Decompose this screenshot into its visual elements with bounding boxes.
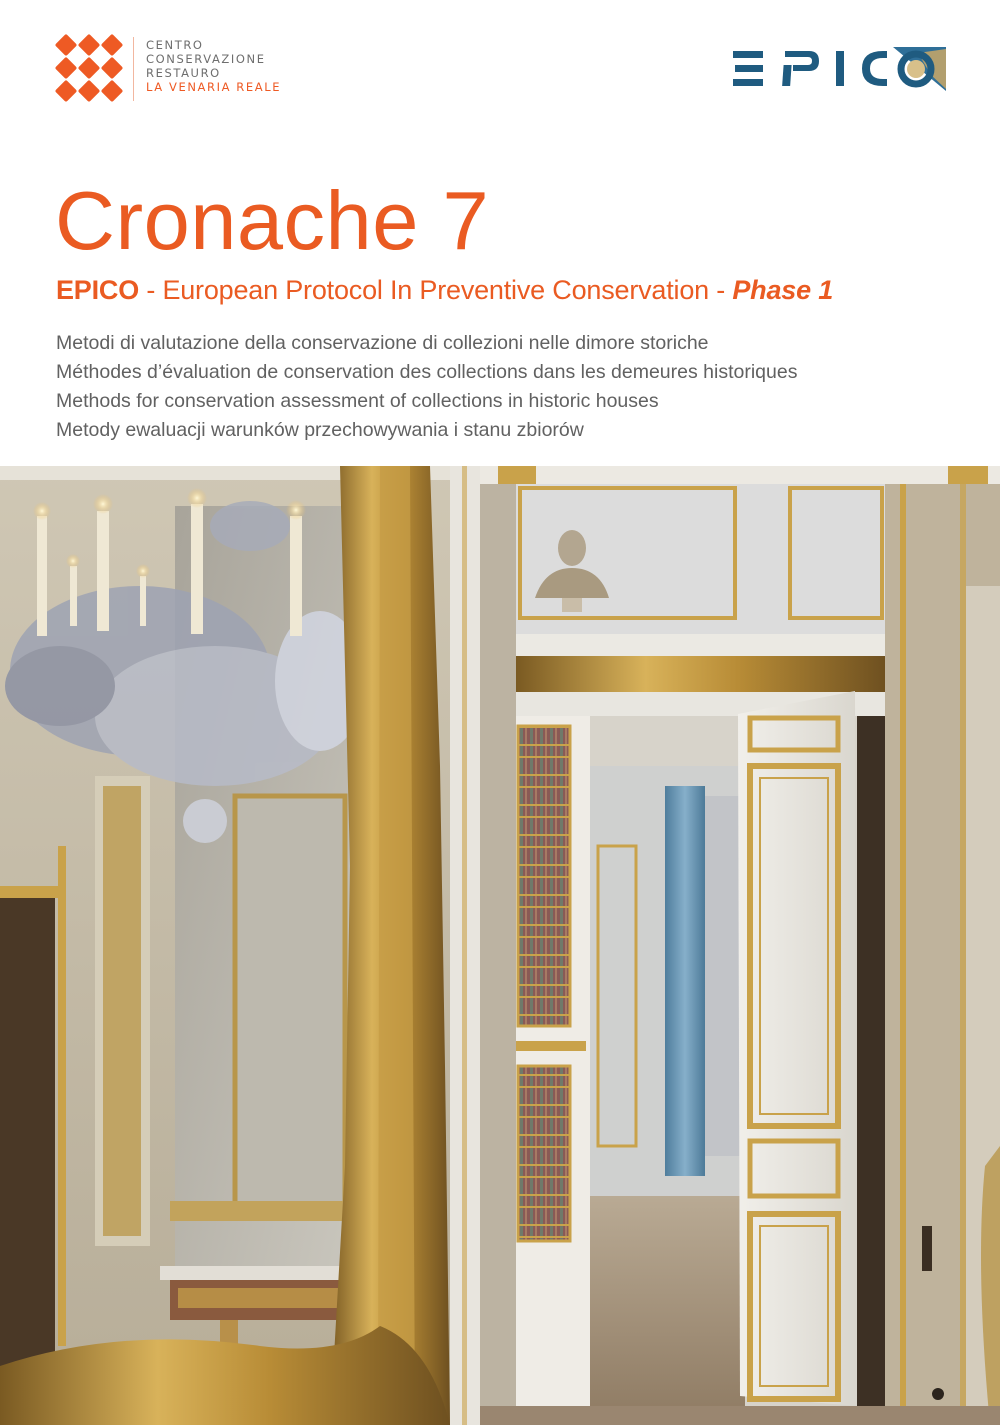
subtitle-acronym: EPICO <box>56 275 140 305</box>
subtitle-phase: Phase 1 <box>732 275 834 305</box>
ccr-line-2: CONSERVAZIONE <box>146 52 266 66</box>
ccr-line-1: CENTRO <box>146 38 204 52</box>
subtitle-full-name: European Protocol In Preventive Conservation <box>162 275 709 305</box>
palace-interior-image <box>0 466 1000 1425</box>
ccr-logo-text <box>146 34 281 94</box>
logo-divider <box>133 37 134 101</box>
description-italian: Metodi di valutazione della conservazione di collezioni nelle dimore storiche <box>56 332 709 354</box>
ccr-line-accent: LA VENARIA REALE <box>146 80 282 94</box>
document-subtitle <box>56 273 833 307</box>
ccr-line-3: RESTAURO <box>146 66 221 80</box>
multilingual-description <box>56 329 797 445</box>
epico-logo-icon <box>733 45 948 93</box>
epico-logo <box>733 45 948 93</box>
cover-photo <box>0 466 1000 1425</box>
subtitle-separator: - <box>708 275 733 305</box>
subtitle-separator: - <box>139 275 163 305</box>
document-title: Cronache 7 <box>55 174 490 267</box>
diamond-grid-logo-icon <box>55 34 125 104</box>
description-polish: Metody ewaluacji warunków przechowywania i stanu zbiorów <box>56 419 584 441</box>
description-french: Méthodes d’évaluation de conservation des collections dans les demeures historiques <box>56 361 798 383</box>
ccr-venaria-logo <box>55 34 281 104</box>
description-english: Methods for conservation assessment of collections in historic houses <box>56 390 659 412</box>
